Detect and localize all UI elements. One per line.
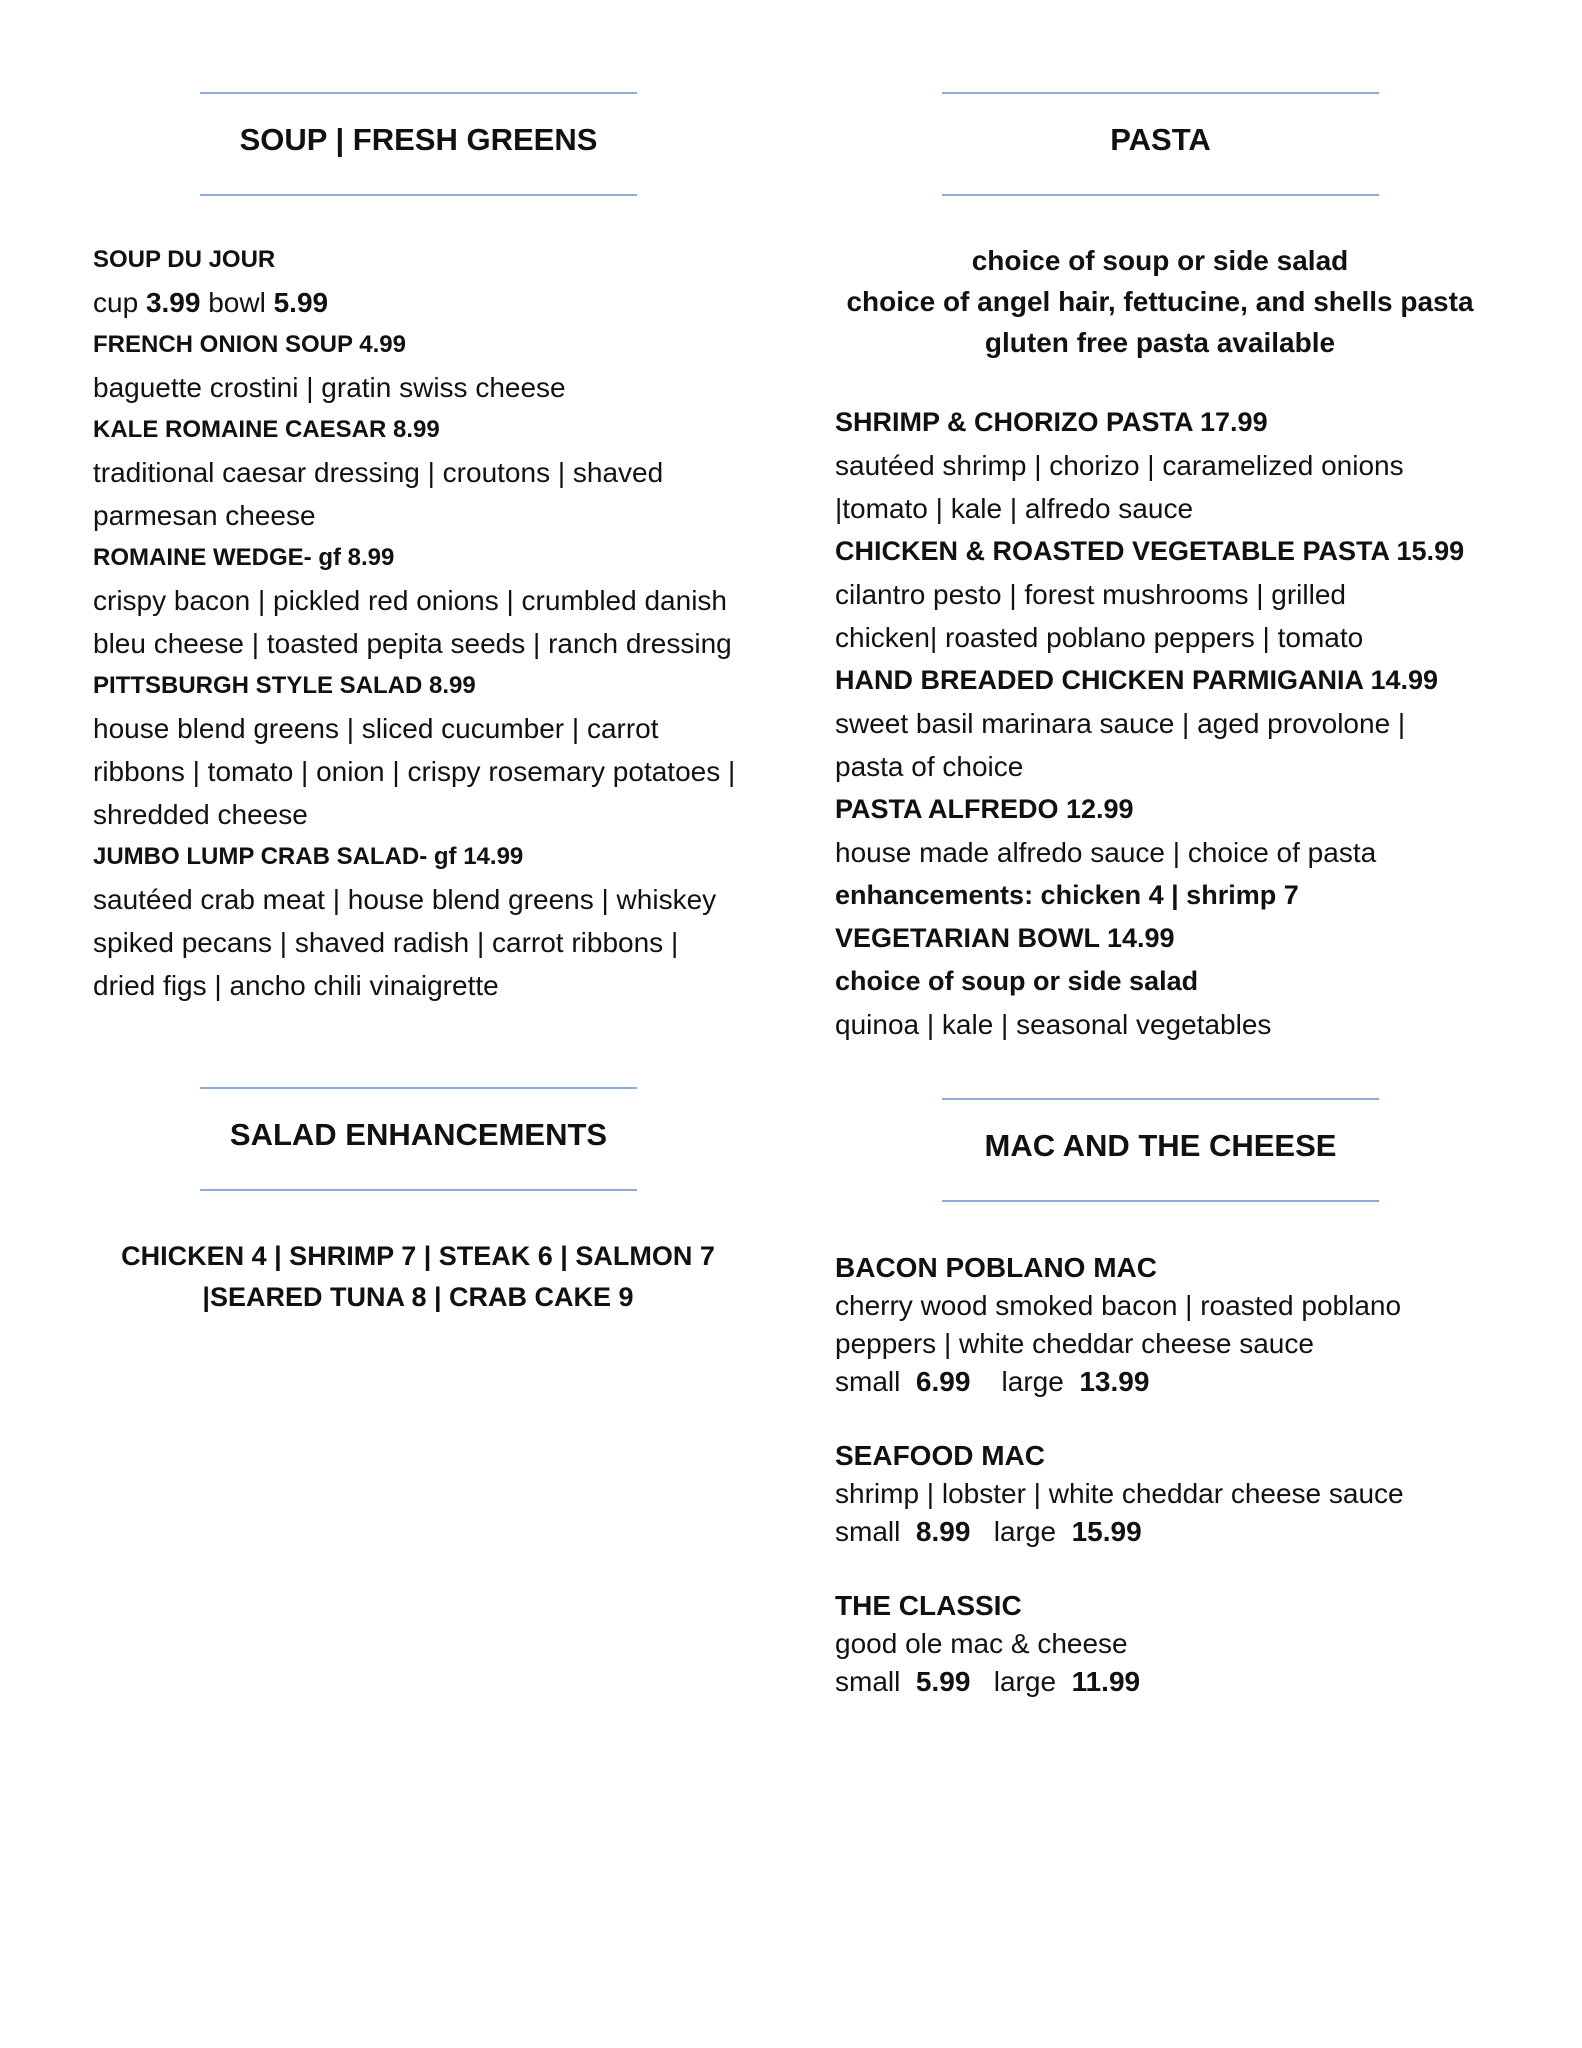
large-label: large xyxy=(993,1516,1057,1547)
section-title: SOUP | FRESH GREENS xyxy=(239,122,598,157)
header-bottom-rule xyxy=(200,194,637,196)
small-label: small xyxy=(835,1666,901,1697)
item-desc: house blend greens | sliced cucumber | carrot ribbons | tomato | onion | crispy rosemary potatoes | shredded cheese xyxy=(93,713,736,830)
item-desc: good ole mac & cheese xyxy=(835,1628,1128,1659)
salad-enhancements-header xyxy=(200,1087,637,1191)
bowl-price: 5.99 xyxy=(273,287,329,318)
item-name: SHRIMP & CHORIZO PASTA 17.99 xyxy=(835,407,1268,437)
item-name: SOUP DU JOUR xyxy=(93,246,276,273)
pasta-intro xyxy=(835,240,1485,363)
small-label: small xyxy=(835,1516,901,1547)
item-desc: baguette crostini | gratin swiss cheese xyxy=(93,372,566,403)
large-price: 11.99 xyxy=(1071,1666,1141,1697)
menu-item xyxy=(93,324,743,409)
item-name: THE CLASSIC xyxy=(835,1590,1022,1621)
item-prices xyxy=(835,1513,1485,1551)
header-bottom-rule xyxy=(200,1189,637,1191)
menu-item xyxy=(93,537,743,665)
item-prices xyxy=(835,1363,1485,1401)
mac-list xyxy=(835,1249,1485,1737)
pasta-list xyxy=(835,401,1465,1046)
intro-line: choice of angel hair, fettucine, and shells pasta xyxy=(846,286,1474,317)
item-desc: cherry wood smoked bacon | roasted poblano xyxy=(835,1290,1402,1321)
intro-line: choice of soup or side salad xyxy=(971,245,1349,276)
mac-header xyxy=(942,1098,1379,1202)
item-name: CHICKEN & ROASTED VEGETABLE PASTA 15.99 xyxy=(835,536,1465,566)
item-desc: peppers | white cheddar cheese sauce xyxy=(835,1328,1314,1359)
large-price: 15.99 xyxy=(1071,1516,1142,1547)
cup-price: 3.99 xyxy=(145,287,201,318)
enhancements-line: |SEARED TUNA 8 | CRAB CAKE 9 xyxy=(202,1282,634,1312)
item-name: BACON POBLANO MAC xyxy=(835,1252,1157,1283)
small-price: 5.99 xyxy=(915,1666,971,1697)
item-name: VEGETARIAN BOWL 14.99 xyxy=(835,923,1175,953)
item-desc: quinoa | kale | seasonal vegetables xyxy=(835,1009,1272,1040)
item-desc: sweet basil marinara sauce | aged provolone | pasta of choice xyxy=(835,708,1406,782)
small-price: 6.99 xyxy=(915,1366,971,1397)
soup-greens-header xyxy=(200,92,637,196)
menu-item xyxy=(835,1587,1485,1701)
cup-label: cup xyxy=(93,287,146,318)
menu-item xyxy=(835,401,1425,530)
small-price: 8.99 xyxy=(915,1516,971,1547)
item-desc: sautéed shrimp | chorizo | caramelized onions |tomato | kale | alfredo sauce xyxy=(835,450,1404,524)
header-bottom-rule xyxy=(942,194,1379,196)
item-desc: traditional caesar dressing | croutons | shaved parmesan cheese xyxy=(93,457,664,531)
item-desc: house made alfredo sauce | choice of pasta xyxy=(835,837,1377,868)
intro-line: gluten free pasta available xyxy=(984,327,1336,358)
section-title: SALAD ENHANCEMENTS xyxy=(229,1117,608,1152)
item-name: SEAFOOD MAC xyxy=(835,1440,1045,1471)
menu-item xyxy=(835,659,1439,788)
bowl-label: bowl xyxy=(200,287,274,318)
menu-item xyxy=(835,1437,1485,1551)
item-desc: shrimp | lobster | white cheddar cheese sauce xyxy=(835,1478,1404,1509)
large-price: 13.99 xyxy=(1079,1366,1150,1397)
item-desc: cilantro pesto | forest mushrooms | grilled chicken| roasted poblano peppers | tomato xyxy=(835,579,1364,653)
menu-item xyxy=(835,788,1425,874)
enhancements-note: enhancements: chicken 4 | shrimp 7 xyxy=(835,880,1299,910)
menu-item xyxy=(93,836,743,1007)
item-name: PITTSBURGH STYLE SALAD 8.99 xyxy=(93,672,476,699)
item-name: PASTA ALFREDO 12.99 xyxy=(835,794,1134,824)
item-note: choice of soup or side salad xyxy=(835,966,1199,996)
small-label: small xyxy=(835,1366,901,1397)
item-name: JUMBO LUMP CRAB SALAD- gf 14.99 xyxy=(93,843,524,870)
menu-item xyxy=(835,1249,1485,1401)
item-prices xyxy=(835,1663,1485,1701)
menu-item xyxy=(93,409,743,537)
menu-item xyxy=(835,530,1465,659)
item-desc: sautéed crab meat | house blend greens | whiskey spiked pecans | shaved radish | carrot ribbons | dried figs | ancho chili vinaigrette xyxy=(93,884,717,1001)
pasta-header xyxy=(942,92,1379,196)
enhancements-line: CHICKEN 4 | SHRIMP 7 | STEAK 6 | SALMON 7 xyxy=(121,1241,715,1271)
section-title: MAC AND THE CHEESE xyxy=(984,1128,1337,1163)
item-name: FRENCH ONION SOUP 4.99 xyxy=(93,331,406,358)
item-price-line xyxy=(93,281,743,324)
large-label: large xyxy=(993,1666,1057,1697)
section-title: PASTA xyxy=(1110,122,1211,157)
item-desc: crispy bacon | pickled red onions | crumbled danish bleu cheese | toasted pepita seeds | ranch dressing xyxy=(93,585,732,659)
menu-item xyxy=(93,239,743,324)
header-bottom-rule xyxy=(942,1200,1379,1202)
item-name: HAND BREADED CHICKEN PARMIGANIA 14.99 xyxy=(835,665,1439,695)
item-name: KALE ROMAINE CAESAR 8.99 xyxy=(93,416,440,443)
menu-item xyxy=(835,917,1425,1046)
menu-item xyxy=(93,665,743,836)
item-name: ROMAINE WEDGE- gf 8.99 xyxy=(93,544,395,571)
large-label: large xyxy=(1001,1366,1064,1397)
soup-greens-list xyxy=(93,239,743,1007)
salad-enhancements-list xyxy=(93,1236,743,1318)
